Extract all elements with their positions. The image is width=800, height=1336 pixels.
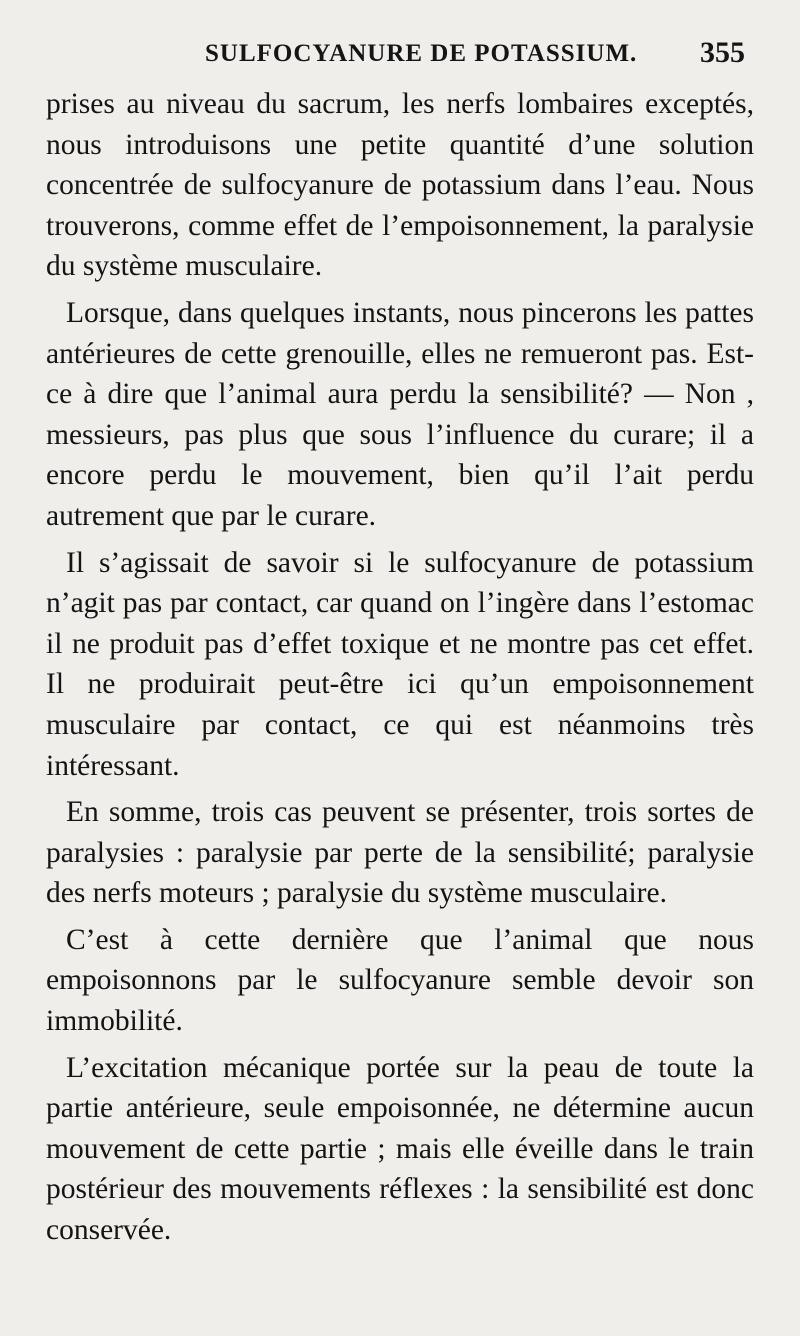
paragraph-4: En somme, trois cas peuvent se présenter, trois sortes de paralysies : paralysie par perte de la sensibilité; paralysie des nerfs moteurs ; paralysie du système musculaire. [46, 796, 754, 910]
paragraph-2: Lorsque, dans quelques instants, nous pincerons les pattes antérieures de cette grenouille, elles ne remueront pas. Est-ce à dire que l’animal aura perdu la sensibilité? — Non , messieurs, pas plus que sous l’influence du curare; il a encore perdu le mouvement, bien qu’il l’ait perdu autrement que par le curare. [46, 296, 754, 532]
paragraph-5: C’est à cette dernière que l’animal que nous empoisonnons par le sulfocyanure semble devoir son immobilité. [46, 923, 754, 1038]
running-title: SULFOCYANURE DE POTASSIUM. [205, 40, 638, 67]
running-head [0, 36, 800, 70]
page-number: 355 [700, 36, 745, 69]
body-text [46, 84, 754, 1251]
paragraph-1: prises au niveau du sacrum, les nerfs lombaires exceptés, nous introduisons une petite quantité d’une solution concentrée de sulfocyanure de potassium dans l’eau. Nous trouverons, comme effet de l’empoisonnement, la paralysie du système musculaire. [46, 88, 754, 283]
paragraph-3: Il s’agissait de savoir si le sulfocyanure de potassium n’agit pas par contact, car quand on l’ingère dans l’estomac il ne produit pas d’effet toxique et ne montre pas cet effet. Il ne produirait peut-être ici qu’un empoisonnement musculaire par contact, ce qui est néanmoins très intéressant. [46, 546, 754, 782]
paragraph-6: L’excitation mécanique portée sur la peau de toute la partie antérieure, seule empoisonnée, ne détermine aucun mouvement de cette partie ; mais elle éveille dans le train postérieur des mouvements réflexes : la sensibilité est donc conservée. [46, 1051, 754, 1247]
